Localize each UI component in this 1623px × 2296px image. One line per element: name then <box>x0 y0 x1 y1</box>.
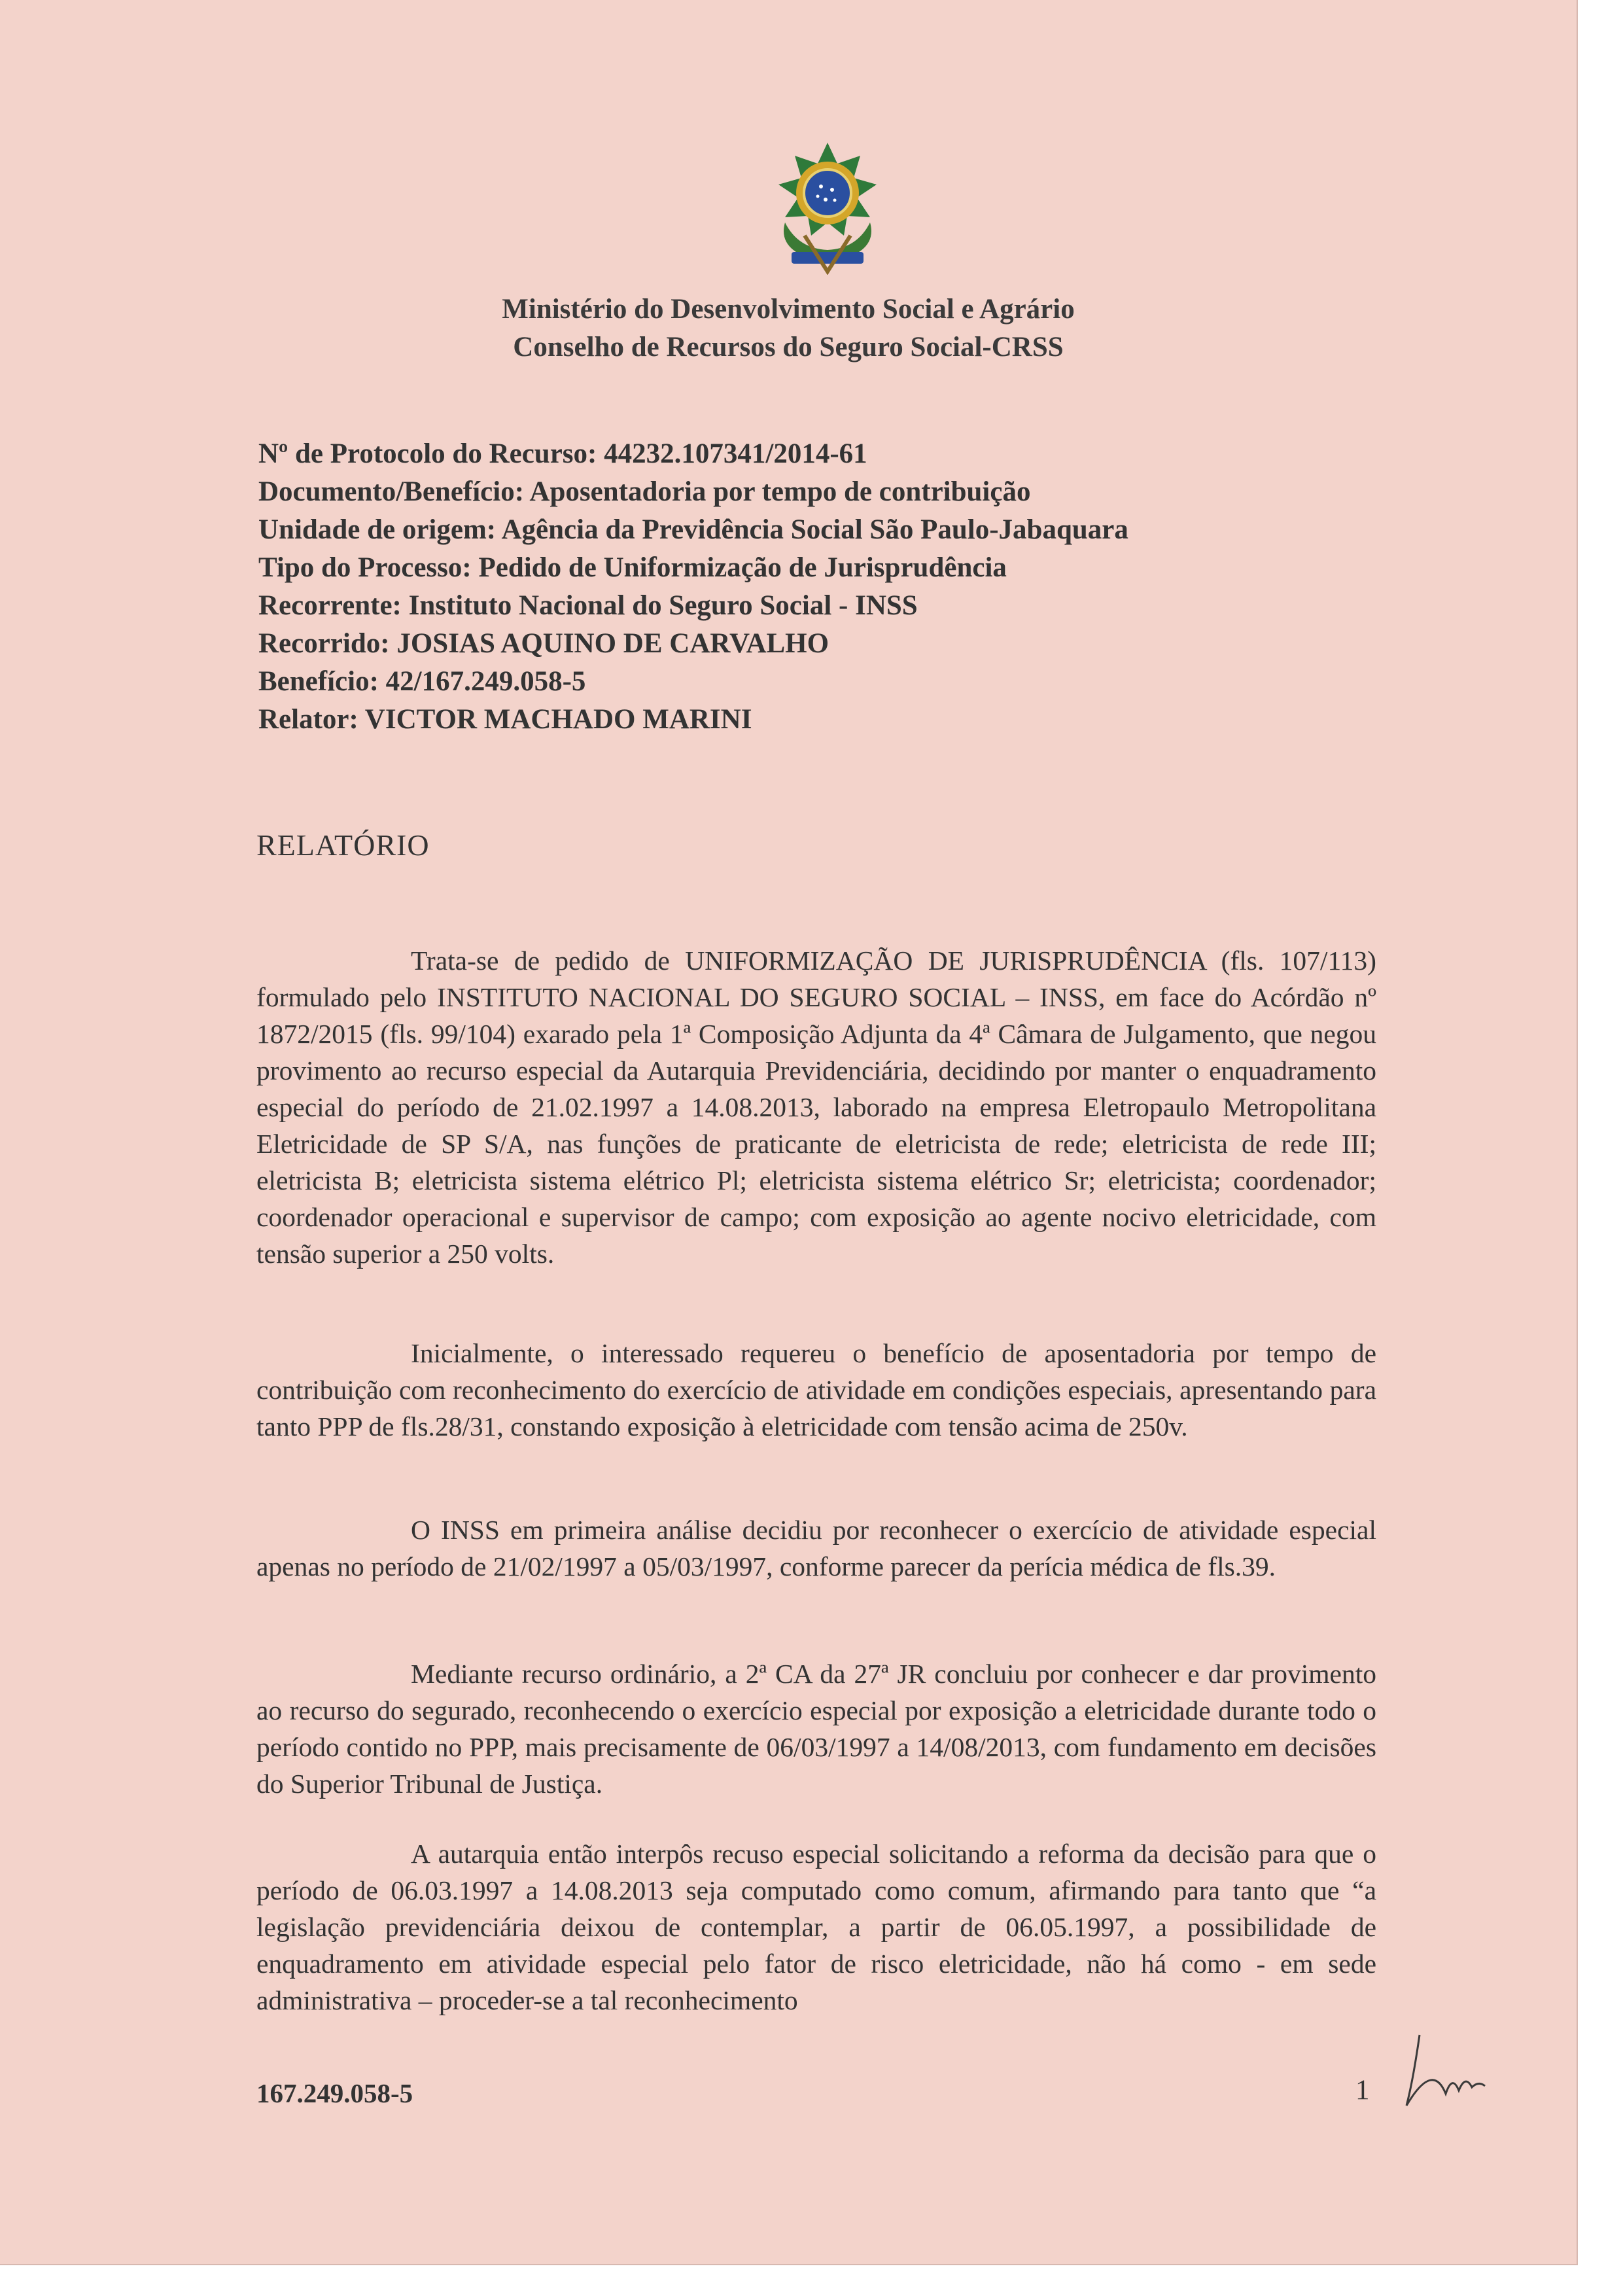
signature-icon <box>1393 2022 1492 2113</box>
paragraph: Mediante recurso ordinário, a 2ª CA da 27ª JR concluiu por conhecer e dar provimento ao recurso do segurado, reconhecendo o exercício especial por exposição a eletricidade durante todo o período contido no PPP, mais precisamente de 06/03/1997 a 14/08/2013, com fundamento em decisões do Superior Tribunal de Justiça. <box>256 1659 1376 1799</box>
protocol-number: Nº de Protocolo do Recurso: 44232.107341/2014-61 <box>258 438 867 469</box>
coat-of-arms-icon <box>765 137 890 275</box>
process-type: Tipo do Processo: Pedido de Uniformização de Jurisprudência <box>258 552 1007 583</box>
page-number: 1 <box>1355 2075 1370 2106</box>
paragraph: Inicialmente, o interessado requereu o benefício de aposentadoria por tempo de contribuição com reconhecimento do exercício de atividade em condições especiais, apresentando para tanto PPP de fls.28/31, constando exposição à eletricidade com tensão acima de 250v. <box>256 1338 1376 1441</box>
appellee: Recorrido: JOSIAS AQUINO DE CARVALHO <box>258 628 829 659</box>
document-benefit: Documento/Benefício: Aposentadoria por tempo de contribuição <box>258 476 1031 507</box>
paragraph: A autarquia então interpôs recuso especial solicitando a reforma da decisão para que o período de 06.03.1997 a 14.08.2013 seja computado como comum, afirmando para tanto que “a legislação previdenciária deixou de contemplar, a partir de 06.05.1997, a possibilidade de enquadramento em atividade especial pelo fator de risco eletricidade, não há como - em sede administrativa – proceder-se a tal reconhecimento <box>256 1839 1376 2015</box>
section-title: RELATÓRIO <box>256 828 430 862</box>
case-metadata <box>258 435 1128 739</box>
benefit-number: Benefício: 42/167.249.058-5 <box>258 666 586 697</box>
ministry-name: Ministério do Desenvolvimento Social e Agrário <box>502 294 1075 325</box>
paragraph: O INSS em primeira análise decidiu por reconhecer o exercício de atividade especial apenas no período de 21/02/1997 a 05/03/1997, conforme parecer da perícia médica de fls.39. <box>256 1515 1376 1581</box>
paragraph: Trata-se de pedido de UNIFORMIZAÇÃO DE JURISPRUDÊNCIA (fls. 107/113) formulado pelo INSTITUTO NACIONAL DO SEGURO SOCIAL – INSS, em face do Acórdão nº 1872/2015 (fls. 99/104) exarado pela 1ª Composição Adjunta da 4ª Câmara de Julgamento, que negou provimento ao recurso especial da Autarquia Previdenciária, decidindo por manter o enquadramento especial do período de 21.02.1997 a 14.08.2013, laborado na empresa Eletropaulo Metropolitana Eletricidade de SP S/A, nas funções de praticante de eletricista de rede; eletricista de rede III; eletricista B; eletricista sistema elétrico Pl; eletricista sistema elétrico Sr; eletricista; coordenador; coordenador operacional e supervisor de campo; com exposição ao agente nocivo eletricidade, com tensão superior a 250 volts. <box>256 945 1376 1269</box>
rapporteur: Relator: VICTOR MACHADO MARINI <box>258 704 752 735</box>
footer-benefit-number: 167.249.058-5 <box>256 2078 413 2108</box>
appellant: Recorrente: Instituto Nacional do Seguro Social - INSS <box>258 590 918 621</box>
council-name: Conselho de Recursos do Seguro Social-CRSS <box>513 332 1064 362</box>
origin-unit: Unidade de origem: Agência da Previdência Social São Paulo-Jabaquara <box>258 514 1128 545</box>
